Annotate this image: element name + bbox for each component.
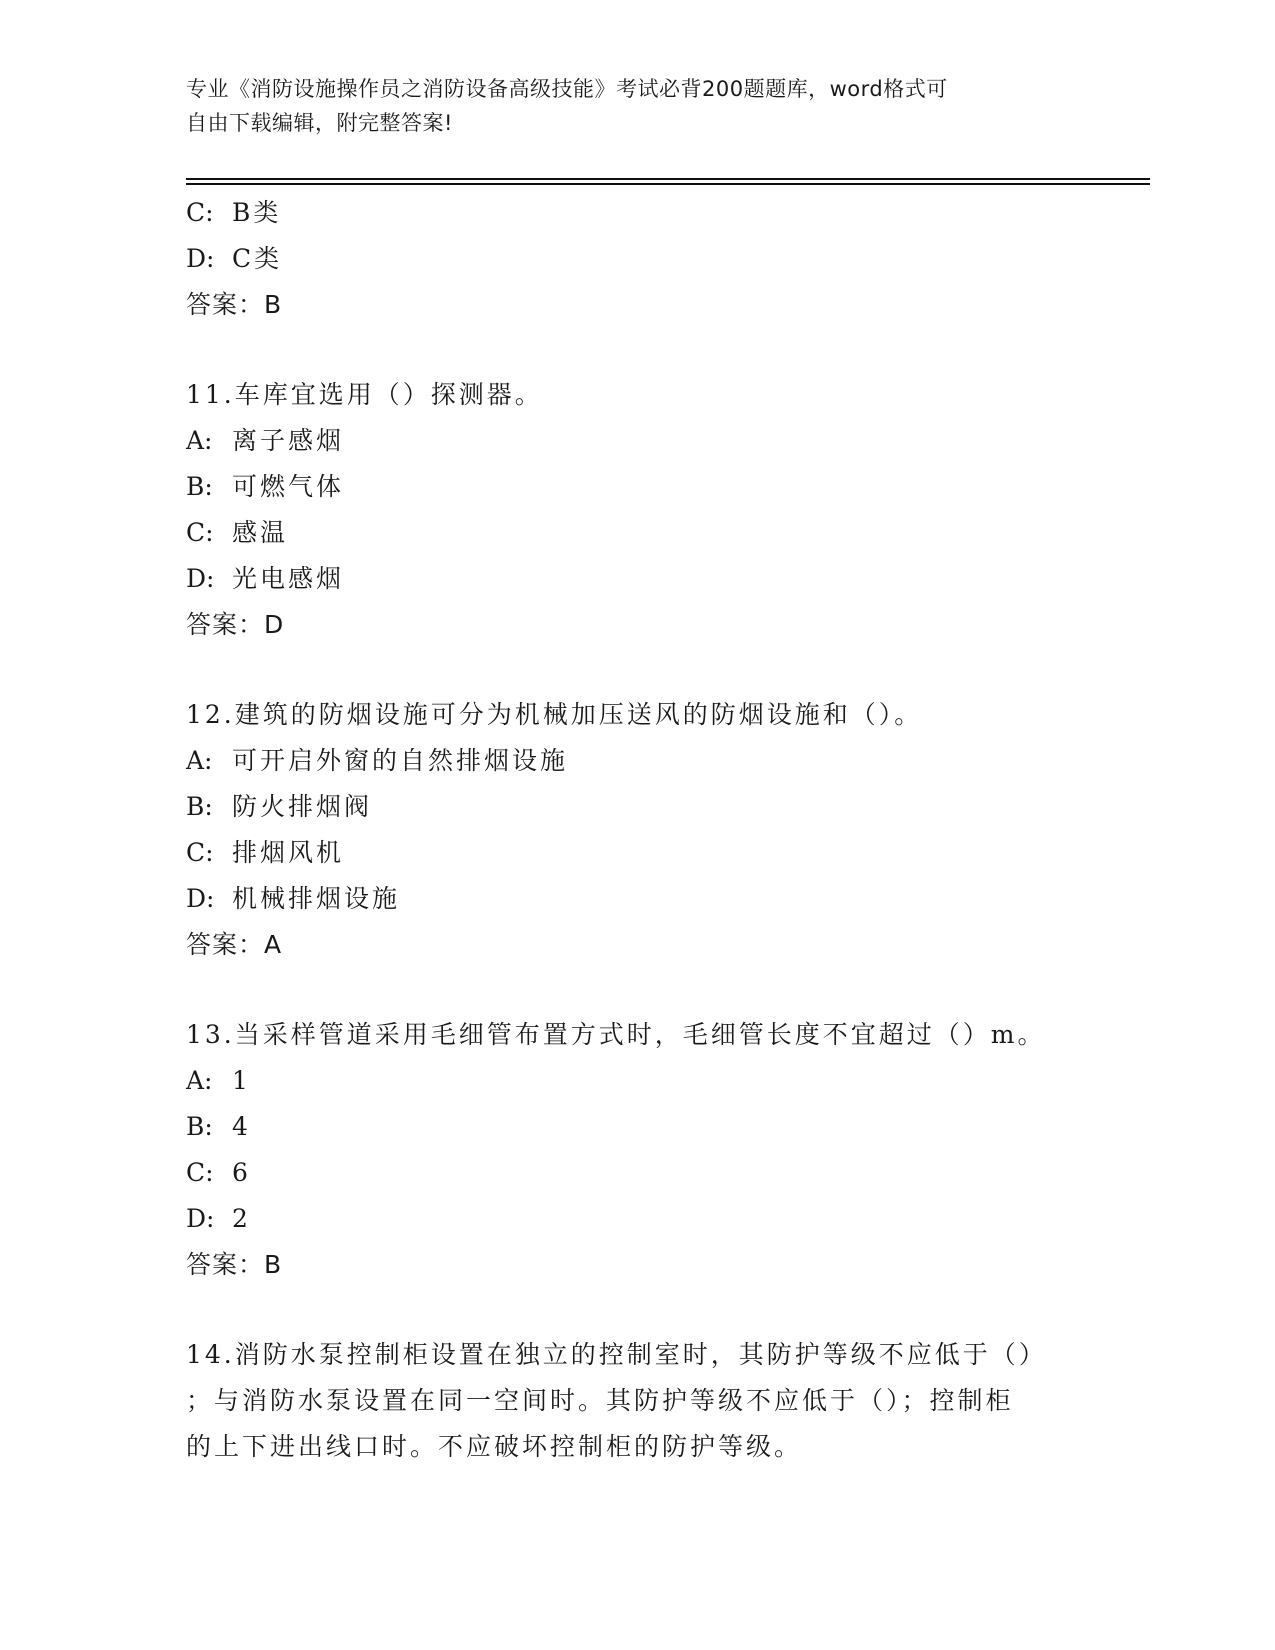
option-key: C: xyxy=(186,518,214,547)
option-c xyxy=(186,1150,1066,1196)
option-key: B: xyxy=(186,792,213,821)
option-key: D: xyxy=(186,1204,215,1233)
answer-line: 答案：A xyxy=(186,930,283,959)
option-d xyxy=(186,876,1066,922)
option-key: A: xyxy=(186,1066,213,1095)
answer-line: 答案：D xyxy=(186,610,285,639)
question-block-11 xyxy=(186,372,1066,648)
option-text: 光电感烟 xyxy=(232,564,345,593)
option-key: B: xyxy=(186,472,213,501)
option-key: C: xyxy=(186,1158,214,1187)
option-text: 可开启外窗的自然排烟设施 xyxy=(232,746,569,775)
option-key: C: xyxy=(186,838,214,867)
prev-question-tail xyxy=(186,190,1066,328)
option-text: 感温 xyxy=(232,518,289,547)
option-key: D: xyxy=(186,564,215,593)
option-text: 排烟风机 xyxy=(232,838,345,867)
header-line-1: 专业《消防设施操作员之消防设备高级技能》考试必背200题题库，word格式可 xyxy=(186,77,948,101)
option-text: 4 xyxy=(232,1112,251,1141)
option-a xyxy=(186,418,1066,464)
question-stem: 11.车库宜选用（）探测器。 xyxy=(186,380,543,409)
option-a xyxy=(186,738,1066,784)
option-d xyxy=(186,1196,1066,1242)
option-text: 2 xyxy=(232,1204,251,1233)
question-block-14 xyxy=(186,1332,1066,1470)
header-divider-bottom xyxy=(186,183,1150,185)
option-text: B类 xyxy=(232,198,282,227)
option-d xyxy=(186,556,1066,602)
option-b xyxy=(186,464,1066,510)
header-line-2: 自由下载编辑，附完整答案! xyxy=(186,111,453,135)
question-stem: 12.建筑的防烟设施可分为机械加压送风的防烟设施和（）。 xyxy=(186,700,923,729)
option-c xyxy=(186,510,1066,556)
option-text: C类 xyxy=(232,244,283,273)
option-key: C: xyxy=(186,198,214,227)
option-b xyxy=(186,1104,1066,1150)
option-a xyxy=(186,1058,1066,1104)
option-c xyxy=(186,190,1066,236)
option-key: D: xyxy=(186,244,215,273)
option-text: 离子感烟 xyxy=(232,426,345,455)
option-key: A: xyxy=(186,426,213,455)
option-text: 可燃气体 xyxy=(232,472,345,501)
document-body xyxy=(186,190,1066,1470)
answer-line: 答案：B xyxy=(186,1250,283,1279)
answer-line: 答案：B xyxy=(186,290,283,319)
question-stem-line-2: ；与消防水泵设置在同一空间时。其防护等级不应低于（）；控制柜 xyxy=(186,1386,1014,1415)
option-d xyxy=(186,236,1066,282)
question-block-13 xyxy=(186,1012,1066,1288)
question-stem-line-1: 14.消防水泵控制柜设置在独立的控制室时，其防护等级不应低于（） xyxy=(186,1340,1047,1369)
option-key: A: xyxy=(186,746,213,775)
question-stem: 13.当采样管道采用毛细管布置方式时，毛细管长度不宜超过（）m。 xyxy=(186,1020,1046,1049)
question-block-12 xyxy=(186,692,1066,968)
option-key: B: xyxy=(186,1112,213,1141)
header-divider-top xyxy=(186,178,1150,180)
document-header xyxy=(186,72,1066,140)
option-key: D: xyxy=(186,884,215,913)
option-text: 防火排烟阀 xyxy=(232,792,373,821)
question-stem-line-3: 的上下进出线口时。不应破坏控制柜的防护等级。 xyxy=(186,1432,803,1461)
option-text: 6 xyxy=(232,1158,251,1187)
option-b xyxy=(186,784,1066,830)
option-text: 机械排烟设施 xyxy=(232,884,401,913)
option-text: 1 xyxy=(232,1066,251,1095)
option-c xyxy=(186,830,1066,876)
